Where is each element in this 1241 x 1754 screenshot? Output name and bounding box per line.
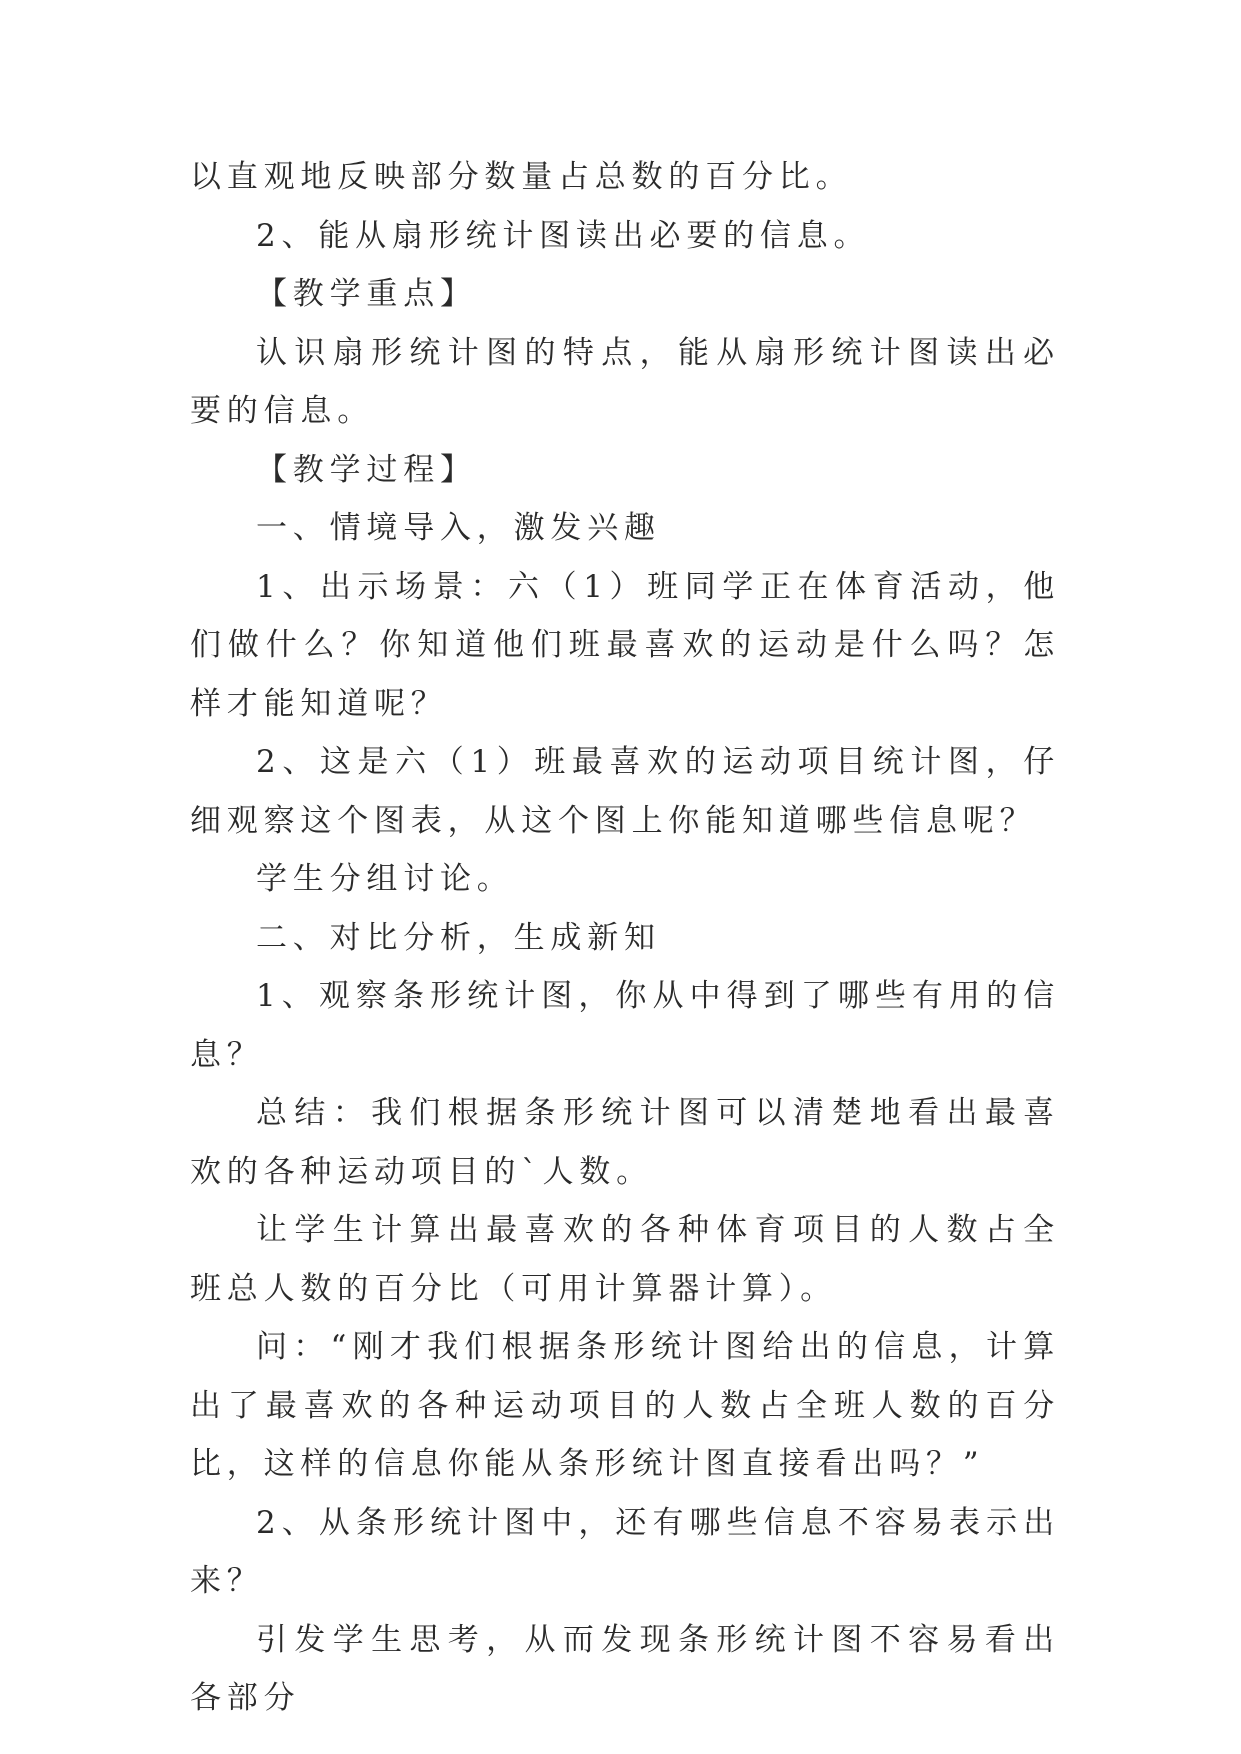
paragraph-think: 引发学生思考，从而发现条形统计图不容易看出各部分	[190, 1621, 1060, 1716]
paragraph-scene: 1、出示场景：六（1）班同学正在体育活动，他们做什么？你知道他们班最喜欢的运动是什么吗？怎样才能知道呢？	[190, 568, 1060, 722]
paragraph-bar-chart-limits: 2、从条形统计图中，还有哪些信息不容易表示出来？	[190, 1504, 1060, 1599]
section-heading-2: 二、对比分析，生成新知	[256, 919, 661, 956]
section-heading-1: 一、情境导入，激发兴趣	[256, 510, 661, 546]
paragraph-group-discussion: 学生分组讨论。	[256, 861, 514, 897]
paragraph-calculate: 让学生计算出最喜欢的各种体育项目的人数占全班总人数的百分比（可用计算器计算）。	[190, 1212, 1060, 1307]
paragraph-objective-2: 2、能从扇形统计图读出必要的信息。	[256, 217, 871, 254]
paragraph-summary: 总结：我们根据条形统计图可以清楚地看出最喜欢的各种运动项目的`人数。	[190, 1095, 1060, 1190]
document-page	[190, 148, 1060, 1728]
paragraph-bar-chart-observe: 1、观察条形统计图，你从中得到了哪些有用的信息？	[190, 978, 1060, 1073]
heading-teaching-focus: 【教学重点】	[256, 276, 477, 312]
heading-teaching-process: 【教学过程】	[256, 451, 477, 488]
paragraph-chart-observe: 2、这是六（1）班最喜欢的运动项目统计图，仔细观察这个图表，从这个图上你能知道哪些信息呢？	[190, 744, 1060, 839]
paragraph-question: 问：“刚才我们根据条形统计图给出的信息，计算出了最喜欢的各种运动项目的人数占全班人数的百分比，这样的信息你能从条形统计图直接看出吗？”	[190, 1329, 1060, 1482]
paragraph-teaching-focus: 认识扇形统计图的特点，能从扇形统计图读出必要的信息。	[190, 334, 1060, 429]
paragraph-continuation: 以直观地反映部分数量占总数的百分比。	[190, 159, 853, 195]
